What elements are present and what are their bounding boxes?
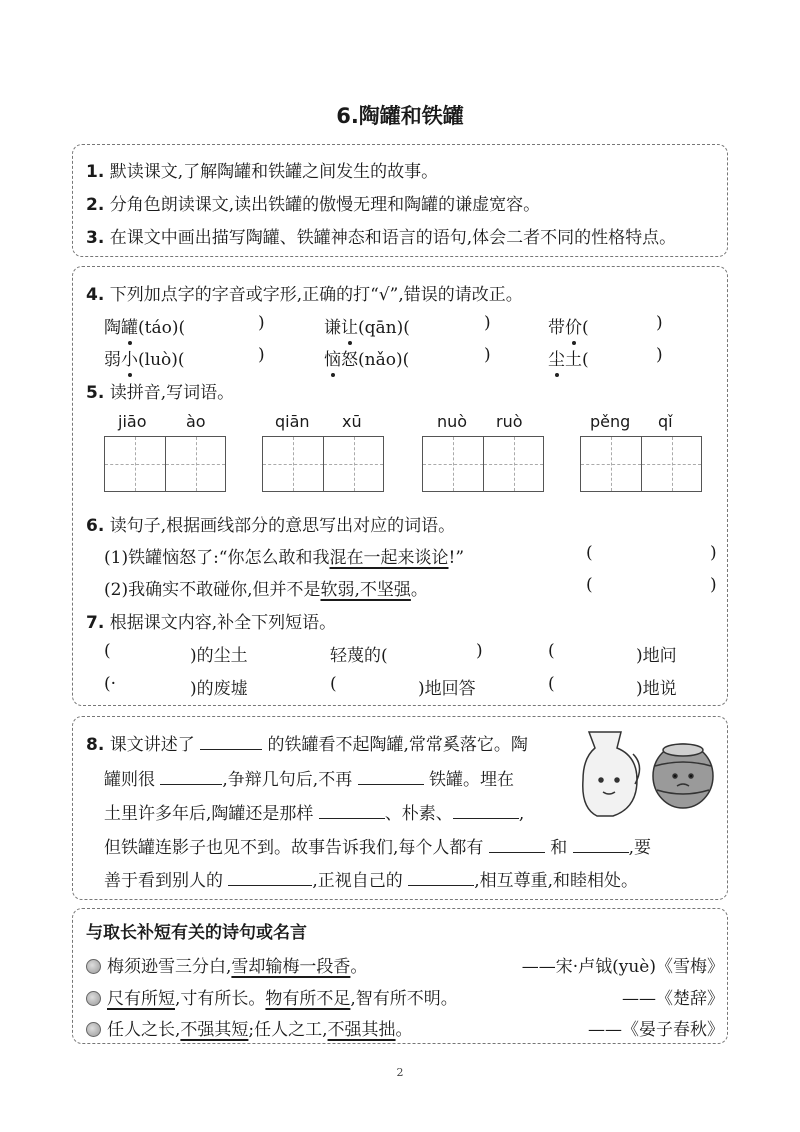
question-5: 5. 读拼音,写词语。 — [86, 383, 235, 403]
q4-item-3: 带价( — [548, 318, 589, 338]
pinyin-3b: ruò — [496, 412, 523, 431]
question-2: 2. 分角色朗读课文,读出铁罐的傲慢无理和陶罐的谦虚宽容。 — [86, 195, 541, 215]
iron-pot-icon — [653, 744, 713, 808]
pinyin-2a: qiān — [275, 412, 310, 431]
q8-line-2: 罐则很 ,争辩几句后,不再 铁罐。埋在 — [104, 770, 515, 790]
q8-line-1: 8. 课文讲述了 的铁罐看不起陶罐,常常奚落它。陶 — [86, 735, 528, 755]
clay-jar-icon — [583, 732, 640, 816]
q4-close-1: ) — [258, 313, 265, 333]
writing-grid-1[interactable] — [104, 436, 226, 492]
q4-close-4: ) — [258, 345, 265, 365]
poems-heading: 与取长补短有关的诗句或名言 — [86, 923, 307, 943]
page-number: 2 — [396, 1066, 404, 1079]
bullet-icon — [86, 959, 101, 974]
pinyin-3a: nuò — [437, 412, 468, 431]
q6-sentence-1: (1)铁罐恼怒了:“你怎么敢和我混在一起来谈论!” — [104, 548, 465, 568]
q7-r1-open-1: ( — [104, 641, 111, 661]
q7-r1-close-2: ) — [476, 641, 483, 661]
q8-line-5: 善于看到别人的 ,正视自己的 ,相互尊重,和睦相处。 — [104, 871, 639, 891]
writing-grid-3[interactable] — [422, 436, 544, 492]
q4-close-6: ) — [656, 345, 663, 365]
q4-item-1: 陶罐(táo)( — [104, 318, 186, 338]
q7-r2-phrase-1: )的废墟 — [190, 679, 248, 699]
bullet-icon — [86, 991, 101, 1006]
q4-item-5: 恼怒(nǎo)( — [324, 350, 410, 370]
q7-r1-phrase-3: )地问 — [636, 646, 677, 666]
poem-3: 任人之长,不强其短;任人之工,不强其拙。 — [86, 1015, 413, 1040]
q4-close-2: ) — [484, 313, 491, 333]
q4-close-3: ) — [656, 313, 663, 333]
writing-grid-4[interactable] — [580, 436, 702, 492]
poem-1-source: ——宋·卢钺(yuè)《雪梅》 — [521, 957, 724, 977]
question-1: 1. 默读课文,了解陶罐和铁罐之间发生的故事。 — [86, 162, 439, 182]
q8-line-4: 但铁罐连影子也见不到。故事告诉我们,每个人都有 和 ,要 — [104, 838, 652, 858]
q7-r2-phrase-3: )地说 — [636, 679, 677, 699]
q4-close-5: ) — [484, 345, 491, 365]
pinyin-1b: ào — [186, 412, 206, 431]
question-6: 6. 读句子,根据画线部分的意思写出对应的词语。 — [86, 516, 456, 536]
q7-r2-open-1: (· — [104, 674, 117, 694]
question-3: 3. 在课文中画出描写陶罐、铁罐神态和语言的语句,体会二者不同的性格特点。 — [86, 228, 677, 248]
q6-sentence-2: (2)我确实不敢碰你,但并不是软弱,不坚强。 — [104, 580, 428, 600]
poem-2: 尺有所短,寸有所长。物有所不足,智有所不明。 — [86, 984, 458, 1009]
q4-item-4: 弱小(luò)( — [104, 350, 185, 370]
q7-r1-open-3: ( — [548, 641, 555, 661]
q7-r1-phrase-1: )的尘土 — [190, 646, 248, 666]
q6-answer-open-1: ( — [586, 543, 593, 563]
question-7: 7. 根据课文内容,补全下列短语。 — [86, 613, 337, 633]
pinyin-4b: qǐ — [658, 412, 673, 431]
pinyin-4a: pěng — [590, 412, 631, 431]
q4-item-6: 尘土( — [548, 350, 589, 370]
q4-item-2: 谦让(qān)( — [324, 318, 410, 338]
q7-r1-phrase-2: 轻蔑的( — [330, 646, 388, 666]
q8-line-3: 土里许多年后,陶罐还是那样 、朴素、 , — [104, 804, 525, 824]
q7-r2-phrase-2: )地回答 — [418, 679, 476, 699]
question-4: 4. 下列加点字的字音或字形,正确的打“√”,错误的请改正。 — [86, 285, 523, 305]
page-title: 6.陶罐和铁罐 — [336, 104, 464, 128]
q6-answer-close-1: ) — [710, 543, 717, 563]
bullet-icon — [86, 1022, 101, 1037]
writing-grid-2[interactable] — [262, 436, 384, 492]
poem-2-source: ——《楚辞》 — [622, 989, 724, 1009]
pinyin-1a: jiāo — [118, 412, 147, 431]
q7-r2-open-3: ( — [548, 674, 555, 694]
q6-answer-close-2: ) — [710, 575, 717, 595]
q6-answer-open-2: ( — [586, 575, 593, 595]
pottery-illustration — [577, 726, 717, 826]
poem-1: 梅须逊雪三分白,雪却输梅一段香。 — [86, 952, 367, 977]
poem-3-source: ——《晏子春秋》 — [588, 1020, 724, 1040]
pinyin-2b: xū — [342, 412, 362, 431]
q7-r2-open-2: ( — [330, 674, 337, 694]
